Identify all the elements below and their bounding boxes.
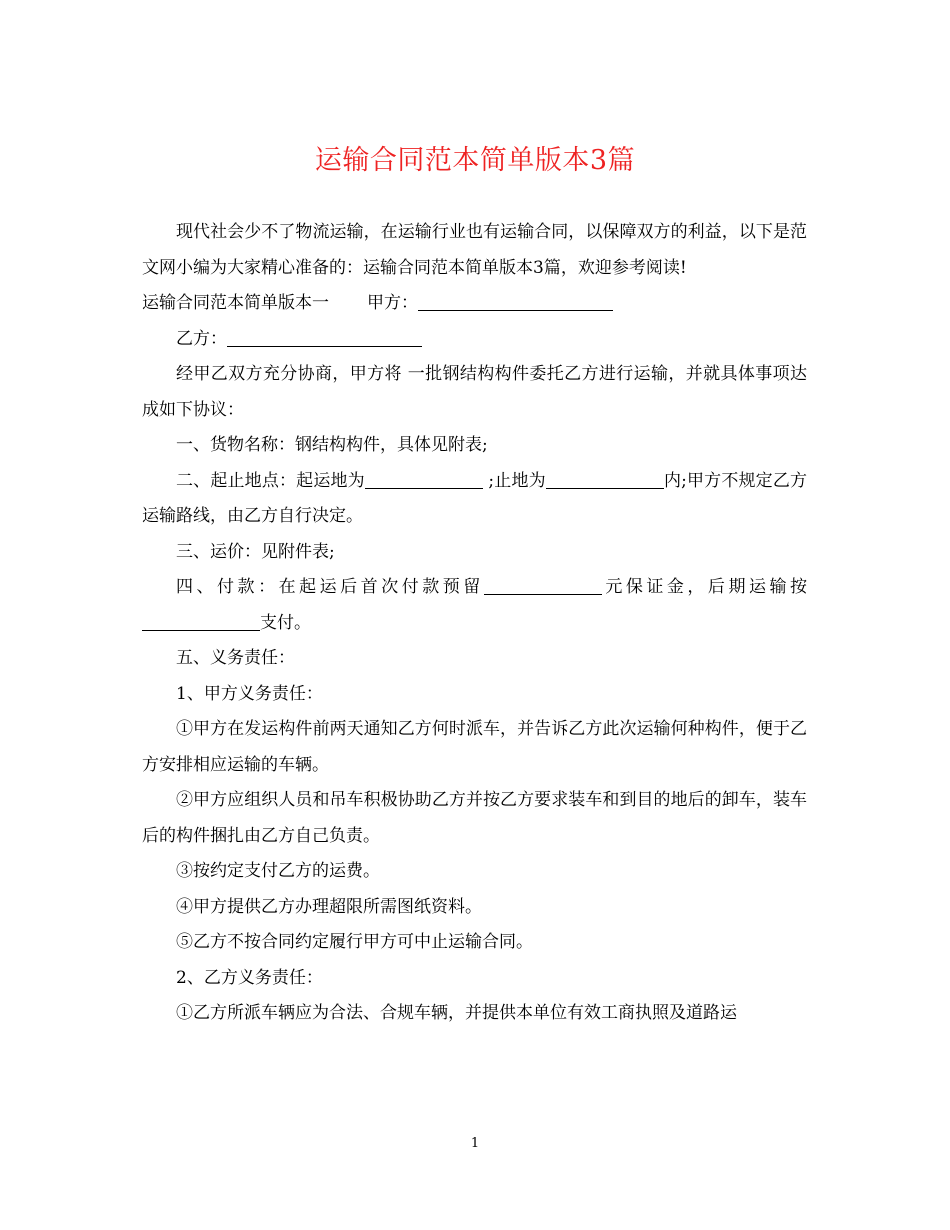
party-b-duty-1: ①乙方所派车辆应为合法、合规车辆，并提供本单位有效工商执照及道路运 xyxy=(176,1003,737,1023)
party-b-label: 乙方： xyxy=(176,328,227,349)
party-a-duty-1: ①甲方在发运构件前两天通知乙方何时派车，并告诉乙方此次运输何种构件，便于乙方安排相应运输的车辆。 xyxy=(142,719,807,775)
deposit-blank xyxy=(484,576,602,595)
party-a-duty-5: ⑤乙方不按合同约定履行甲方可中止运输合同。 xyxy=(176,932,533,952)
clause-locations-text-1: 二、起止地点：起运地为 xyxy=(176,470,365,491)
party-a-duties-heading: 1、甲方义务责任： xyxy=(176,683,323,704)
clause-payment-text-3: 支付。 xyxy=(260,612,311,633)
clause-payment xyxy=(142,570,807,641)
page-number: 1 xyxy=(470,1136,480,1151)
section-heading-line xyxy=(142,286,807,322)
origin-blank xyxy=(365,470,483,489)
clause-price: 三、运价：见附件表; xyxy=(176,541,335,562)
document-title: 运输合同范本简单版本3篇 xyxy=(314,145,636,176)
party-b-duties-heading: 2、乙方义务责任： xyxy=(176,967,323,988)
clause-goods: 一、货物名称：钢结构构件，具体见附表; xyxy=(176,435,488,455)
section-heading: 运输合同范本简单版本一 xyxy=(142,293,329,313)
party-b-line xyxy=(142,322,807,358)
party-a-duty-4: ④甲方提供乙方办理超限所需图纸资料。 xyxy=(176,896,482,917)
party-a-label: 甲方： xyxy=(367,293,418,313)
clause-locations-text-2: ;止地为 xyxy=(482,470,546,491)
clause-duties: 五、义务责任： xyxy=(176,648,295,668)
payment-method-blank xyxy=(142,612,260,631)
party-a-duty-2: ②甲方应组织人员和吊车积极协助乙方并按乙方要求装车和到目的地后的卸车，装车后的构件捆扎由乙方自己负责。 xyxy=(142,790,807,846)
party-a-duty-3: ③按约定支付乙方的运费。 xyxy=(176,861,380,881)
destination-blank xyxy=(546,470,664,489)
agreement-intro: 经甲乙双方充分协商，甲方将 一批钢结构构件委托乙方进行运输，并就具体事项达成如下协议： xyxy=(142,364,807,420)
clause-locations xyxy=(142,464,807,535)
clause-payment-text-1: 四、付款：在起运后首次付款预留 xyxy=(176,577,484,597)
clause-payment-text-2: 元保证金，后期运输按 xyxy=(601,577,808,597)
party-b-blank xyxy=(227,328,422,347)
party-a-blank xyxy=(418,292,613,311)
document-body xyxy=(142,215,807,1032)
intro-paragraph: 现代社会少不了物流运输，在运输行业也有运输合同，以保障双方的利益，以下是范文网小编为大家精心准备的：运输合同范本简单版本3篇，欢迎参考阅读! xyxy=(142,222,807,278)
clause-locations-text-3: 内;甲方不规定乙方运输路线，由乙方自行决定。 xyxy=(142,470,808,526)
